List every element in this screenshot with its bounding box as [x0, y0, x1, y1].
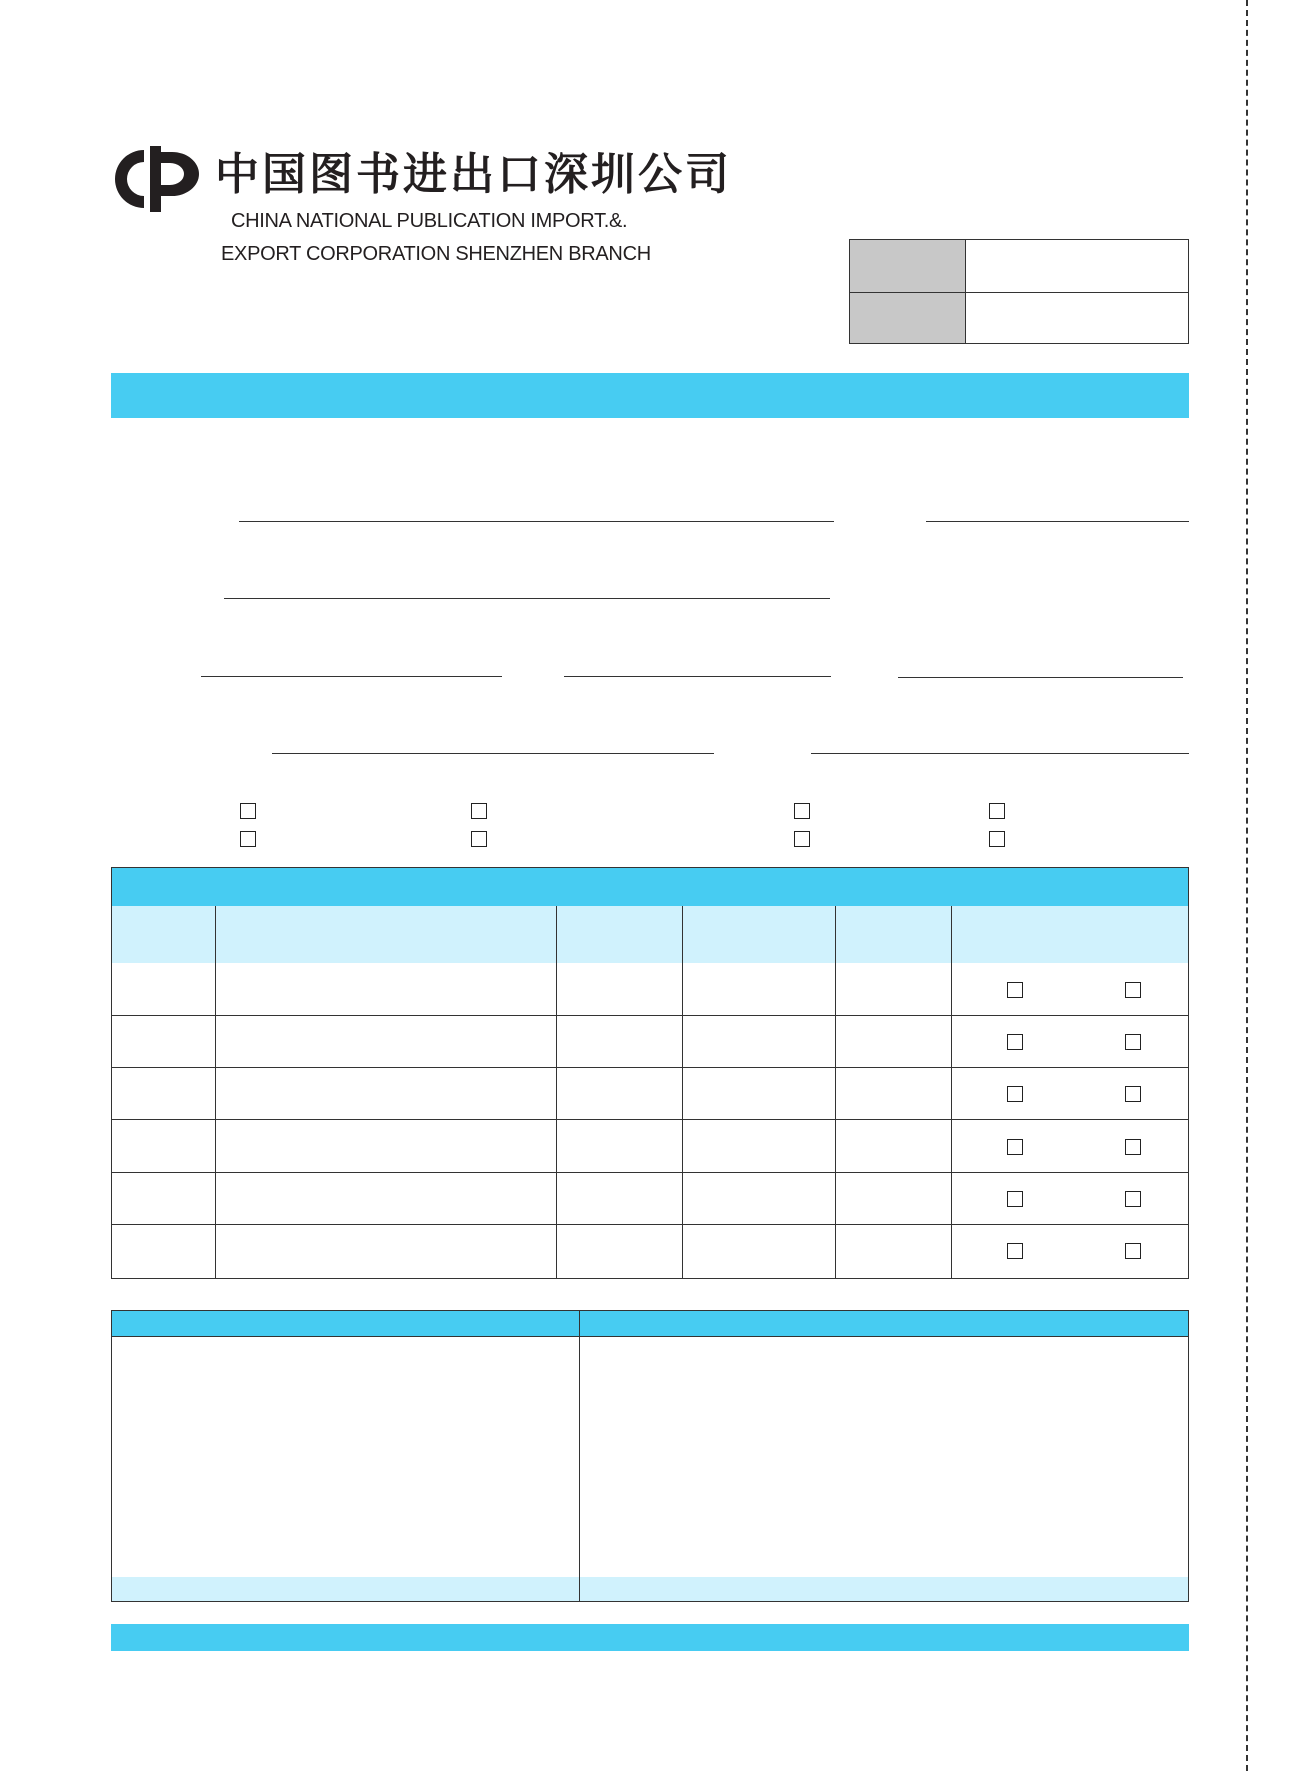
- option-checkbox-r1-c2[interactable]: [471, 803, 487, 819]
- table-row-divider: [112, 1067, 1188, 1068]
- table-row-divider: [112, 1224, 1188, 1225]
- row5-checkbox-a[interactable]: [1007, 1191, 1023, 1207]
- option-checkbox-r1-c4[interactable]: [989, 803, 1005, 819]
- form-field-line-3[interactable]: [224, 598, 830, 599]
- footer-band: [111, 1624, 1189, 1651]
- reference-number-box: [849, 239, 1189, 344]
- item-table: [111, 867, 1189, 1279]
- form-title-band: [111, 373, 1189, 418]
- table-row-divider: [112, 1172, 1188, 1173]
- table-row-divider: [112, 1119, 1188, 1120]
- ref-label-cell-1: [850, 240, 966, 292]
- row3-checkbox-a[interactable]: [1007, 1086, 1023, 1102]
- panel-divider: [579, 1311, 580, 1601]
- left-panel-area[interactable]: [112, 1337, 579, 1579]
- row6-checkbox-b[interactable]: [1125, 1243, 1141, 1259]
- row1-checkbox-b[interactable]: [1125, 982, 1141, 998]
- form-field-line-5[interactable]: [564, 676, 831, 677]
- ref-value-field-1[interactable]: [966, 240, 1188, 292]
- table-column-divider: [682, 906, 683, 1278]
- company-name-english-line1: CHINA NATIONAL PUBLICATION IMPORT.&.: [231, 210, 628, 232]
- row2-checkbox-a[interactable]: [1007, 1034, 1023, 1050]
- row5-checkbox-b[interactable]: [1125, 1191, 1141, 1207]
- form-field-line-2[interactable]: [926, 521, 1189, 522]
- form-field-line-1[interactable]: [239, 521, 834, 522]
- option-checkbox-r1-c3[interactable]: [794, 803, 810, 819]
- row3-checkbox-b[interactable]: [1125, 1086, 1141, 1102]
- form-field-line-7[interactable]: [272, 753, 714, 754]
- ref-value-field-2[interactable]: [966, 292, 1188, 344]
- item-table-title-band: [112, 868, 1188, 906]
- company-name-english-line2: EXPORT CORPORATION SHENZHEN BRANCH: [221, 243, 651, 265]
- option-checkbox-r1-c1[interactable]: [240, 803, 256, 819]
- option-checkbox-r2-c3[interactable]: [794, 831, 810, 847]
- option-checkbox-r2-c4[interactable]: [989, 831, 1005, 847]
- panel-header-band: [112, 1311, 1188, 1337]
- remarks-signature-box: [111, 1310, 1189, 1602]
- row1-checkbox-a[interactable]: [1007, 982, 1023, 998]
- row4-checkbox-b[interactable]: [1125, 1139, 1141, 1155]
- right-panel-area[interactable]: [581, 1337, 1187, 1579]
- form-field-line-6[interactable]: [898, 677, 1183, 678]
- row4-checkbox-a[interactable]: [1007, 1139, 1023, 1155]
- form-field-line-4[interactable]: [201, 676, 502, 677]
- table-column-divider: [951, 906, 952, 1278]
- cnpiec-cp-logo-icon: [110, 146, 200, 212]
- table-column-divider: [215, 906, 216, 1278]
- perforation-cut-line: [1246, 0, 1248, 1771]
- option-checkbox-r2-c2[interactable]: [471, 831, 487, 847]
- form-field-line-8[interactable]: [811, 753, 1189, 754]
- table-column-divider: [835, 906, 836, 1278]
- table-column-divider: [556, 906, 557, 1278]
- row6-checkbox-a[interactable]: [1007, 1243, 1023, 1259]
- option-checkbox-r2-c1[interactable]: [240, 831, 256, 847]
- ref-label-cell-2: [850, 292, 966, 344]
- item-table-header-row: [112, 906, 1188, 963]
- company-name-chinese: 中国图书进出口深圳公司: [215, 149, 732, 200]
- panel-footer-band: [112, 1577, 1188, 1601]
- row2-checkbox-b[interactable]: [1125, 1034, 1141, 1050]
- table-row-divider: [112, 1015, 1188, 1016]
